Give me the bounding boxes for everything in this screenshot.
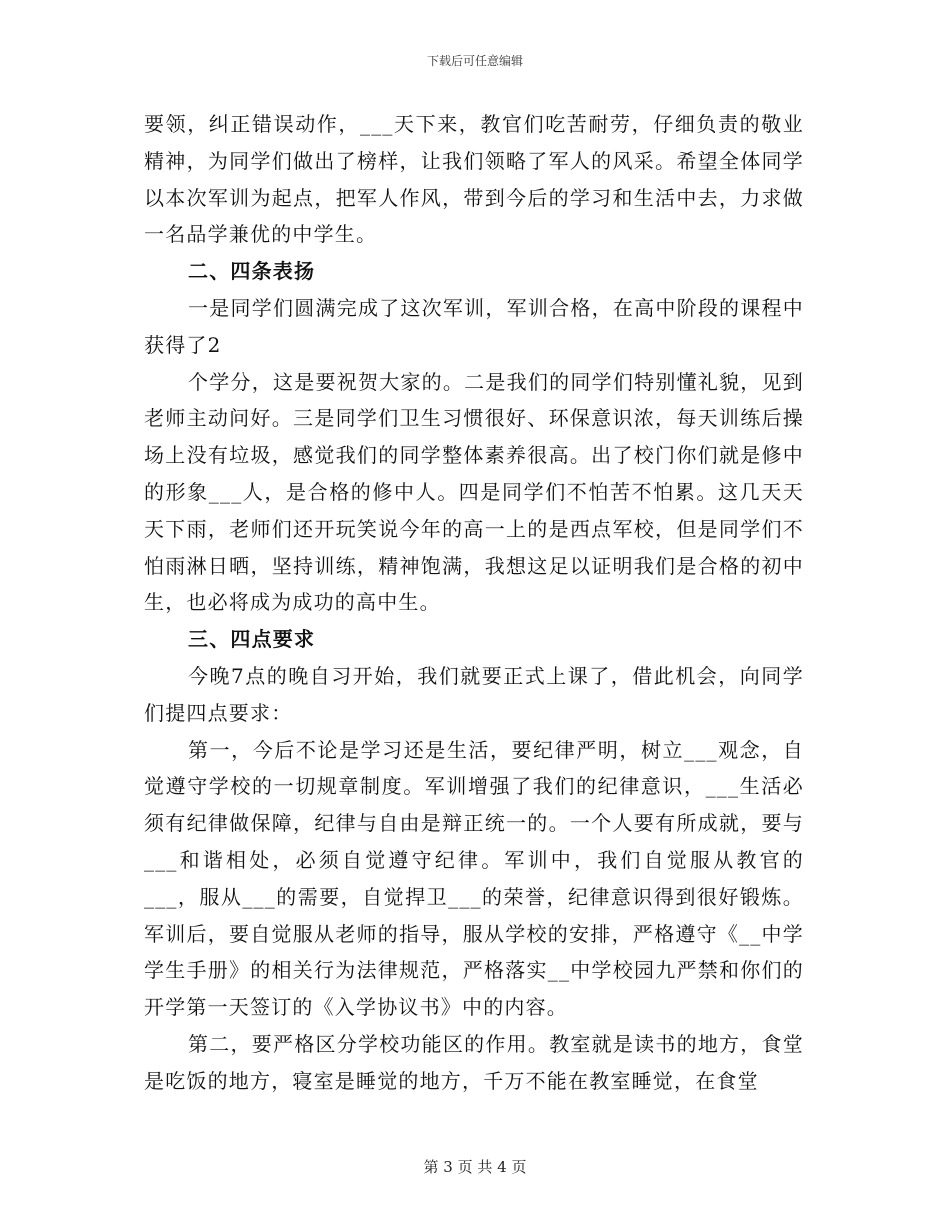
paragraph-requirement-1: 第一，今后不论是学习还是生活，要纪律严明，树立___观念，自觉遵守学校的一切规章制度。军训增强了我们的纪律意识，___生活必须有纪律做保障，纪律与自由是辩正统一的。一个人要有所成就，要与___和谐相处，必须自觉遵守纪律。军训中，我们自觉服从教官的___，服从___的需要，自觉捍卫___的荣誉，纪律意识得到很好锻炼。军训后，要自觉服从老师的指导，服从学校的安排，严格遵守《__中学学生手册》的相关行为法律规范，严格落实__中学校园九严禁和你们的开学第一天签订的《入学协议书》中的内容。 <box>144 737 804 1020</box>
paragraph-praise-2: 个学分，这是要祝贺大家的。二是我们的同学们特别懂礼貌，见到老师主动问好。三是同学们卫生习惯很好、环保意识浓，每天训练后操场上没有垃圾，感觉我们的同学整体素养很高。出了校门你们就是修中的形象___人，是合格的修中人。四是同学们不怕苦不怕累。这几天天天下雨，老师们还开玩笑说今年的高一上的是西点军校，但是同学们不怕雨淋日晒，坚持训练，精神饱满，我想这足以证明我们是合格的初中生，也必将成为成功的高中生。 <box>144 369 804 615</box>
document-body <box>144 106 804 1100</box>
page-number: 第 3 页 共 4 页 <box>423 1158 527 1176</box>
paragraph-praise-1: 一是同学们圆满完成了这次军训，军训合格，在高中阶段的课程中获得了2 <box>144 295 804 357</box>
section-heading-praise: 二、四条表扬 <box>188 259 316 284</box>
page-header-note: 下载后可任意编辑 <box>426 54 523 68</box>
paragraph-requirement-2: 第二，要严格区分学校功能区的作用。教室就是读书的地方，食堂是吃饭的地方，寝室是睡觉的地方，千万不能在教室睡觉，在食堂 <box>144 1031 804 1093</box>
section-heading-requirements: 三、四点要求 <box>188 627 316 652</box>
paragraph-requirements-intro: 今晚7点的晚自习开始，我们就要正式上课了，借此机会，向同学们提四点要求： <box>144 663 804 725</box>
paragraph-continuation: 要领，纠正错误动作，___天下来，教官们吃苦耐劳，仔细负责的敬业精神，为同学们做出了榜样，让我们领略了军人的风采。希望全体同学以本次军训为起点，把军人作风，带到今后的学习和生活中去，力求做一名品学兼优的中学生。 <box>144 112 804 247</box>
